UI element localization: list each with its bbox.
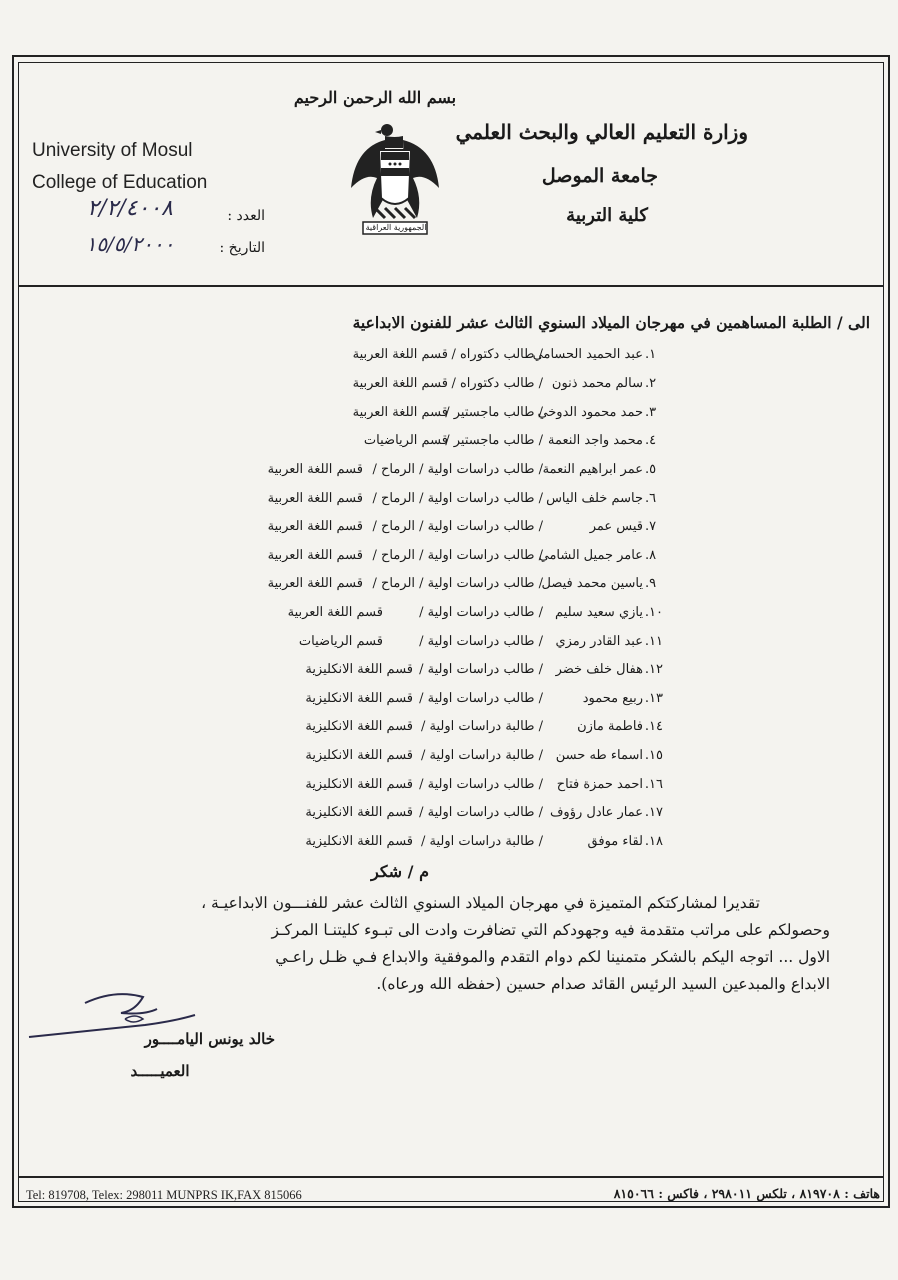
body-paragraph: [70, 890, 830, 998]
body-line: الابداع والمبدعين السيد الرئيس القائد صدام حسين (حفظه الله ورعاه).: [376, 975, 830, 993]
list-item: ١٤. فاطمة مازن / طالبة دراسات اولية / قسم اللغة الانكليزية: [305, 719, 663, 734]
college-name-ar: كلية التربية: [566, 205, 648, 226]
list-item: ٧. قيس عمر / طالب دراسات اولية / الرماح / قسم اللغة العربية: [267, 519, 657, 534]
body-line: الاول ... اتوجه اليكم بالشكر متمنينا لكم دوام التقدم والموفقية والابداع فـي ظـل راعـي: [275, 948, 830, 966]
list-item: ١٥. اسماء طه حسن / طالبة دراسات اولية / قسم اللغة الانكليزية: [305, 748, 663, 763]
footer-contact-ar: هاتف : ٨١٩٧٠٨ ، تلكس ٢٩٨٠١١ ، فاكس : ٨١٥٠٦٦: [613, 1186, 880, 1201]
footer-divider: [18, 1176, 884, 1178]
list-item: ١٦. احمد حمزة فتاح / طالب دراسات اولية / قسم اللغة الانكليزية: [305, 777, 663, 792]
list-item: ١٢. هفال خلف خضر / طالب دراسات اولية / قسم اللغة الانكليزية: [305, 662, 663, 677]
college-name-en: College of Education: [32, 172, 208, 193]
university-name-en: University of Mosul: [32, 140, 193, 161]
date-value: ١٥/٥/٢٠٠٠: [85, 232, 175, 256]
footer-contact-en: Tel: 819708, Telex: 298011 MUNPRS IK,FAX 815066: [26, 1188, 302, 1202]
signatory-title: العميـــــد: [130, 1062, 190, 1080]
list-item: ١. عبد الحميد الحسامي / طالب دكتوراه / قسم اللغة العربية: [352, 347, 657, 362]
list-item: ٦. جاسم خلف الياس / طالب دراسات اولية / الرماح / قسم اللغة العربية: [267, 491, 657, 506]
emblem-caption: الجمهورية العراقية: [365, 223, 427, 232]
list-item: ٣. حمد محمود الدوخي / طالب ماجستير / قسم اللغة العربية: [352, 405, 657, 420]
list-item: ١١. عبد القادر رمزي / طالب دراسات اولية / قسم الرياضيات: [298, 634, 663, 649]
addressee-line: الى / الطلبة المساهمين في مهرجان الميلاد السنوي الثالث عشر للفنون الابداعية: [352, 313, 870, 332]
subject-line: م / شكر: [371, 862, 429, 881]
signatory-name: خالد يونس اليامــــور: [144, 1030, 275, 1048]
body-line: تقديرا لمشاركتكم المتميزة في مهرجان الميلاد السنوي الثالث عشر للفنـــون الابداعيـة ،: [201, 894, 760, 912]
list-item: ١٣. ربيع محمود / طالب دراسات اولية / قسم اللغة الانكليزية: [305, 691, 663, 706]
list-item: ٥. عمر ابراهيم النعمة / طالب دراسات اولية / الرماح / قسم اللغة العربية: [267, 462, 657, 477]
body-line: وحصولكم على مراتب متقدمة فيه وجهودكم التي تضافرت وادت الى تبـوء كليتنـا المركـز: [271, 921, 830, 939]
number-label: العدد :: [227, 208, 265, 224]
list-item: ٨. عامر جميل الشامي / طالب دراسات اولية / الرماح / قسم اللغة العربية: [267, 548, 657, 563]
header-divider: [18, 285, 884, 287]
list-item: ٩. ياسين محمد فيصل / طالب دراسات اولية / الرماح / قسم اللغة العربية: [267, 576, 657, 591]
number-value: ٢/٢/٤٠٠٨: [87, 196, 173, 221]
ministry-name: وزارة التعليم العالي والبحث العلمي: [455, 120, 748, 144]
list-item: ١٨. لقاء موفق / طالبة دراسات اولية / قسم اللغة الانكليزية: [305, 834, 663, 849]
list-item: ١٠. يازي سعيد سليم / طالب دراسات اولية / قسم اللغة العربية: [287, 605, 663, 620]
date-label: التاريخ :: [219, 240, 265, 256]
list-item: ١٧. عمار عادل رؤوف / طالب دراسات اولية / قسم اللغة الانكليزية: [305, 805, 663, 820]
basmala: بسم الله الرحمن الرحيم: [293, 88, 457, 107]
list-item: ٤. محمد واجد النعمة / طالب ماجستير / قسم الرياضيات: [363, 433, 657, 448]
list-item: ٢. سالم محمد ذنون / طالب دكتوراه / قسم اللغة العربية: [352, 376, 657, 391]
university-name-ar: جامعة الموصل: [541, 165, 658, 187]
